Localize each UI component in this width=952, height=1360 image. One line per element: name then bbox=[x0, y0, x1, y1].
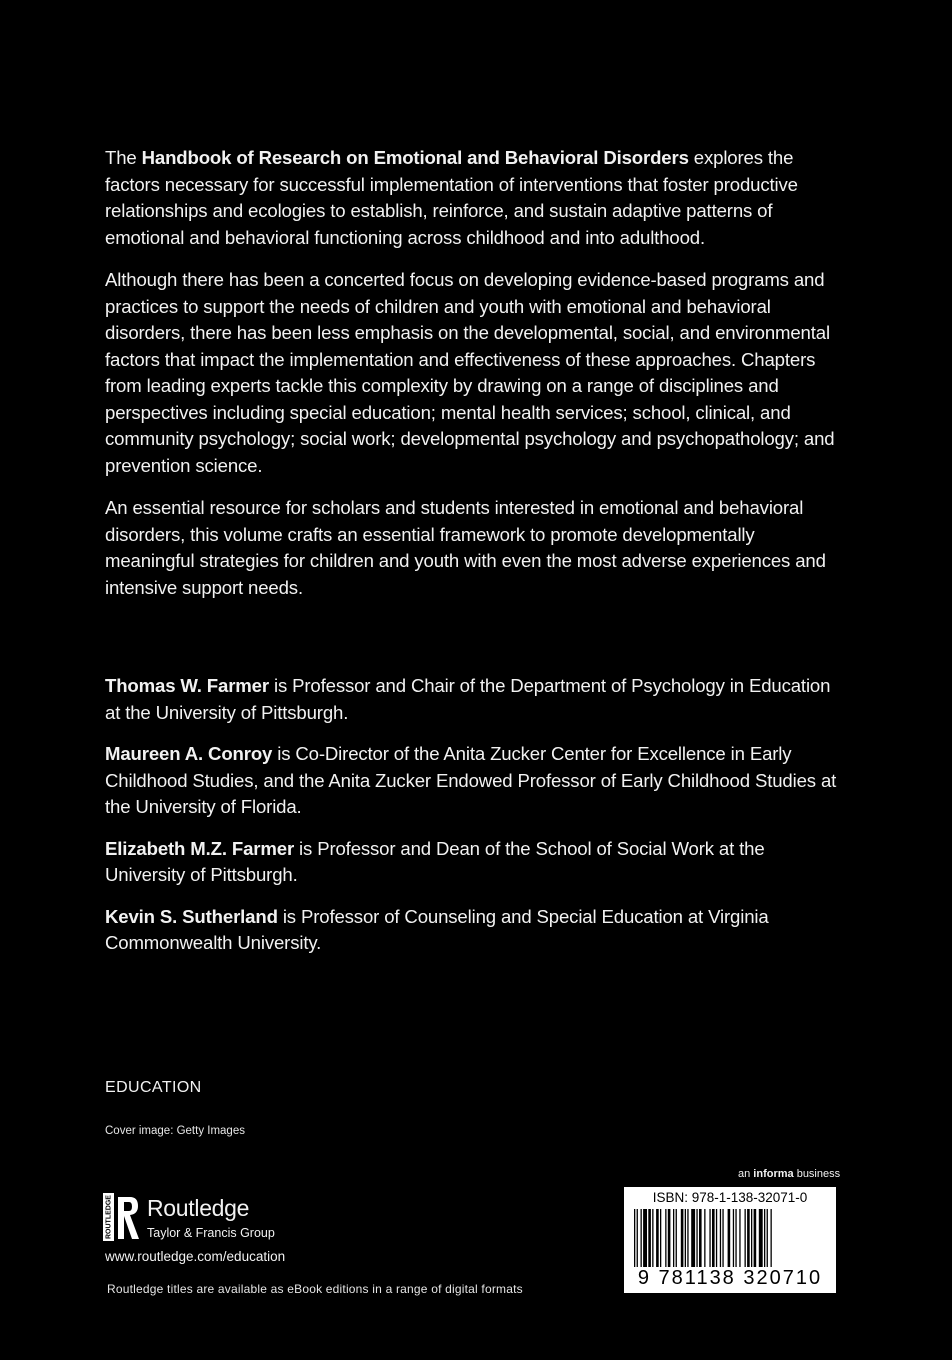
barcode-bar bbox=[687, 1209, 688, 1267]
barcode-bar bbox=[751, 1209, 752, 1267]
author-name: Elizabeth M.Z. Farmer bbox=[105, 837, 295, 859]
barcode-bar bbox=[735, 1209, 736, 1267]
book-title: Handbook of Research on Emotional and Behavioral Disorders bbox=[141, 147, 689, 168]
barcode-bar bbox=[745, 1209, 746, 1267]
barcode-bar bbox=[668, 1209, 671, 1267]
logo-vertical-text: ROUTLEDGE bbox=[105, 1195, 113, 1239]
description-p1-rest: explores the factors necessary for successful implementation of interventions that foster productive relationships and ecologies to establish, reinforce, and sustain adaptive patterns of emotional and behavioral functioning across childhood and into adulthood. bbox=[105, 147, 798, 248]
barcode-bar bbox=[637, 1209, 638, 1267]
isbn-label: ISBN: 978-1-138-32071-0 bbox=[652, 1190, 808, 1205]
author-description: is Co-Director of the Anita Zucker Center for Excellence in Early Childhood Studies, and the Anita Zucker Endowed Professor of Early Childhood Studies at the University of Florida. bbox=[105, 743, 837, 817]
barcode-bar bbox=[648, 1209, 651, 1267]
informa-name: informa bbox=[753, 1168, 794, 1180]
author-bio bbox=[105, 836, 840, 889]
informa-tagline bbox=[738, 1168, 840, 1180]
subject-category: EDUCATION bbox=[105, 1079, 202, 1096]
barcode-bar bbox=[728, 1209, 731, 1267]
barcode-bar bbox=[720, 1209, 721, 1267]
barcode-bar bbox=[709, 1209, 710, 1267]
author-bio bbox=[105, 673, 840, 726]
routledge-logo-icon bbox=[103, 1193, 141, 1241]
barcode-number: 9 781138 320710 bbox=[637, 1267, 823, 1289]
barcode-bar bbox=[754, 1209, 757, 1267]
author-description: is Professor and Dean of the School of Social Work at the University of Pittsburgh. bbox=[105, 837, 765, 885]
description-paragraph-3: An essential resource for scholars and students interested in emotional and behavioral disorders, this volume crafts an essential framework to promote developmentally meaningful strategies for children and youth with even the most adverse experiences and intensive support needs. bbox=[105, 497, 826, 598]
barcode-bar bbox=[643, 1209, 647, 1267]
isbn-barcode bbox=[624, 1187, 836, 1293]
description bbox=[105, 145, 840, 617]
barcode-bars bbox=[634, 1209, 824, 1267]
barcode-bar bbox=[652, 1209, 653, 1267]
barcode-bar bbox=[712, 1209, 715, 1267]
barcode-bar bbox=[771, 1209, 772, 1267]
barcode-bar bbox=[716, 1209, 717, 1267]
description-paragraph-2: Although there has been a concerted focus on developing evidence-based programs and practices to support the needs of children and youth with emotional and behavioral disorders, there has been less emphasis on the developmental, social, and environmental factors that impact the implementation and effectiveness of these approaches. Chapters from leading experts tackle this complexity by drawing on a range of disciplines and perspectives including special education; mental health services; school, clinical, and community psychology; social work; developmental psychology and psychopathology; and prevention science. bbox=[105, 269, 835, 476]
publisher-name: Routledge bbox=[147, 1195, 250, 1221]
author-name: Thomas W. Farmer bbox=[105, 675, 269, 696]
description-lead: The bbox=[105, 147, 142, 168]
barcode-bar bbox=[747, 1209, 750, 1267]
barcode-bar bbox=[739, 1209, 740, 1267]
description-paragraph-1 bbox=[105, 145, 840, 251]
barcode-bar bbox=[665, 1209, 666, 1267]
barcode-bar bbox=[660, 1209, 661, 1267]
author-description: is Professor and Chair of the Department of Psychology in Education at the University of Pittsburgh. bbox=[105, 675, 831, 723]
ebook-note: Routledge titles are available as eBook editions in a range of digital formats bbox=[107, 1282, 523, 1296]
informa-prefix: an bbox=[738, 1168, 754, 1180]
author-name: Maureen A. Conroy bbox=[105, 743, 273, 764]
author-bio bbox=[105, 741, 840, 821]
barcode-bar bbox=[733, 1209, 734, 1267]
cover-credit: Cover image: Getty Images bbox=[105, 1125, 245, 1137]
barcode-bar bbox=[656, 1209, 659, 1267]
barcode-bar bbox=[722, 1209, 723, 1267]
barcode-bar bbox=[634, 1209, 635, 1267]
barcode-bar bbox=[704, 1209, 705, 1267]
barcode-bar bbox=[676, 1209, 677, 1267]
barcode-bar bbox=[764, 1209, 765, 1267]
informa-suffix: business bbox=[793, 1168, 841, 1180]
author-name: Kevin S. Sutherland bbox=[105, 905, 278, 927]
barcode-bar bbox=[767, 1209, 768, 1267]
barcode-bar bbox=[673, 1209, 674, 1267]
author-bios bbox=[105, 673, 840, 972]
barcode-bar bbox=[759, 1209, 763, 1267]
routledge-logo bbox=[103, 1193, 333, 1243]
barcode-bar bbox=[691, 1209, 695, 1267]
publisher-group: Taylor & Francis Group bbox=[147, 1226, 275, 1240]
publisher-website[interactable]: www.routledge.com/education bbox=[105, 1249, 286, 1264]
barcode-bar bbox=[699, 1209, 702, 1267]
author-bio bbox=[105, 904, 840, 957]
author-description: is Professor of Counseling and Special Education at Virginia Commonwealth University. bbox=[105, 905, 769, 953]
barcode-bar bbox=[696, 1209, 697, 1267]
barcode-bar bbox=[685, 1209, 686, 1267]
barcode-bar bbox=[641, 1209, 642, 1267]
barcode-bar bbox=[681, 1209, 684, 1267]
